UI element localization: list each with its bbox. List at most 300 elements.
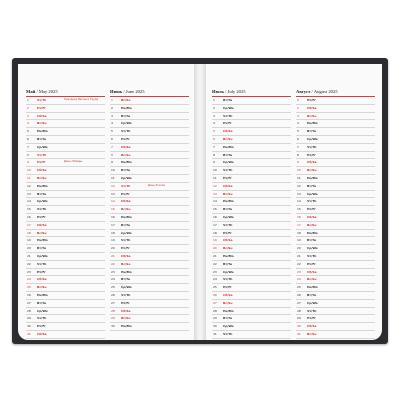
day-row (296, 237, 375, 245)
month-column-june (110, 88, 189, 331)
weekday-label: Вт/Tu (307, 183, 316, 188)
day-row (110, 261, 189, 269)
weekday-label: Вс/Su (121, 152, 131, 157)
day-row (296, 323, 375, 331)
weekday-label: Чт/Th (223, 168, 233, 173)
day-number: 5 (111, 129, 113, 134)
day-row (26, 253, 105, 261)
day-row (212, 120, 291, 128)
weekday-label: Пт/Fr (121, 246, 130, 251)
day-row (296, 308, 375, 316)
day-number: 10 (27, 168, 31, 173)
weekday-label: Вс/Su (37, 285, 47, 290)
day-number: 29 (27, 316, 31, 321)
weekday-label: Сб/Sa (307, 105, 317, 110)
day-number: 8 (27, 152, 29, 157)
weekday-label: Пт/Fr (223, 121, 232, 126)
day-number: 22 (213, 261, 217, 266)
weekday-label: Вс/Su (121, 207, 131, 212)
day-row (296, 144, 375, 152)
day-number: 17 (27, 222, 31, 227)
day-number: 24 (111, 277, 115, 282)
day-number: 28 (297, 308, 301, 313)
day-number: 2 (213, 105, 215, 110)
day-row (110, 198, 189, 206)
day-number: 11 (111, 175, 115, 180)
day-row (26, 284, 105, 292)
weekday-label: Вт/Tu (121, 168, 130, 173)
day-row (296, 292, 375, 300)
weekday-label: Вт/Tu (307, 292, 316, 297)
day-number: 15 (297, 207, 301, 212)
day-row (296, 245, 375, 253)
day-row (212, 230, 291, 238)
weekday-label: Пт/Fr (37, 105, 46, 110)
weekday-label: Вт/Tu (121, 222, 130, 227)
day-number: 22 (27, 261, 31, 266)
day-row (110, 315, 189, 323)
day-row (296, 113, 375, 121)
day-number: 25 (111, 285, 115, 290)
weekday-label: Вт/Tu (223, 207, 232, 212)
day-row (26, 206, 105, 214)
weekday-label: Пн/Mo (121, 160, 132, 165)
day-number: 18 (111, 230, 115, 235)
day-row (26, 144, 105, 152)
weekday-label: Пн/Mo (37, 238, 48, 243)
day-number: 15 (213, 207, 217, 212)
weekday-label: Сб/Sa (223, 183, 233, 188)
weekday-label: Ср/We (223, 160, 234, 165)
day-row (296, 269, 375, 277)
weekday-label: Чт/Th (307, 144, 317, 149)
day-number: 7 (297, 144, 299, 149)
day-row (212, 292, 291, 300)
month-header (110, 88, 189, 97)
month-subtitle: / July 2025 (225, 89, 246, 94)
day-row (296, 191, 375, 199)
day-number: 26 (213, 292, 217, 297)
weekday-label: Сб/Sa (37, 277, 47, 282)
weekday-label: Пт/Fr (307, 152, 316, 157)
day-row (212, 331, 291, 339)
month-header (212, 88, 291, 97)
day-number: 5 (213, 129, 215, 134)
weekday-label: Ср/We (121, 285, 132, 290)
holiday-note: Праздник Весны и Труда (64, 98, 99, 101)
day-row (212, 97, 291, 105)
weekday-label: Пт/Fr (223, 175, 232, 180)
day-row (296, 183, 375, 191)
weekday-label: Вт/Tu (307, 238, 316, 243)
day-list (110, 97, 189, 331)
weekday-label: Ср/We (223, 214, 234, 219)
weekday-label: Пт/Fr (307, 261, 316, 266)
day-number: 20 (297, 246, 301, 251)
day-row (296, 159, 375, 167)
month-subtitle: / August 2025 (311, 89, 338, 94)
day-row (26, 300, 105, 308)
day-number: 27 (27, 300, 31, 305)
day-row (212, 152, 291, 160)
day-number: 18 (27, 230, 31, 235)
day-row (212, 214, 291, 222)
weekday-label: Сб/Sa (37, 331, 47, 336)
day-row (296, 222, 375, 230)
day-number: 24 (27, 277, 31, 282)
day-number: 23 (213, 269, 217, 274)
weekday-label: Вс/Su (37, 175, 47, 180)
day-number: 26 (297, 292, 301, 297)
day-number: 8 (297, 152, 299, 157)
day-number: 27 (297, 300, 301, 305)
weekday-label: Пт/Fr (37, 160, 46, 165)
month-title: Август (296, 89, 311, 94)
day-row (26, 237, 105, 245)
weekday-label: Пн/Mo (223, 144, 234, 149)
day-number: 27 (213, 300, 217, 305)
day-number: 10 (297, 168, 301, 173)
month-column-july (212, 88, 291, 339)
day-row (26, 276, 105, 284)
day-row (26, 230, 105, 238)
day-number: 19 (111, 238, 115, 243)
day-row (26, 175, 105, 183)
weekday-label: Пт/Fr (223, 285, 232, 290)
weekday-label: Вт/Tu (37, 136, 46, 141)
day-row (26, 191, 105, 199)
weekday-label: Сб/Sa (37, 113, 47, 118)
day-row (110, 230, 189, 238)
weekday-label: Вс/Su (223, 191, 233, 196)
day-row (110, 144, 189, 152)
day-number: 12 (111, 183, 115, 188)
weekday-label: Пн/Mo (223, 253, 234, 258)
day-number: 9 (213, 160, 215, 165)
day-list (212, 97, 291, 339)
day-row (110, 206, 189, 214)
weekday-label: Ср/We (307, 191, 318, 196)
day-row (296, 152, 375, 160)
weekday-label: Чт/Th (37, 207, 47, 212)
weekday-label: Ср/We (223, 105, 234, 110)
weekday-label: Пн/Mo (37, 129, 48, 134)
day-row (296, 175, 375, 183)
day-number: 13 (297, 191, 301, 196)
day-number: 9 (27, 160, 29, 165)
day-number: 1 (297, 98, 299, 102)
day-row (296, 253, 375, 261)
weekday-label: Ср/We (307, 246, 318, 251)
day-number: 26 (27, 292, 31, 297)
day-number: 17 (213, 222, 217, 227)
day-number: 13 (111, 191, 115, 196)
day-number: 18 (297, 230, 301, 235)
day-row (212, 175, 291, 183)
day-number: 14 (27, 199, 31, 204)
weekday-label: Пт/Fr (37, 214, 46, 219)
weekday-label: Чт/Th (307, 199, 317, 204)
month-column-may (26, 88, 105, 339)
day-number: 12 (27, 183, 31, 188)
day-row (26, 113, 105, 121)
day-row (212, 253, 291, 261)
weekday-label: Ср/We (223, 269, 234, 274)
day-number: 1 (213, 98, 215, 102)
day-row (26, 292, 105, 300)
weekday-label: Пт/Fr (121, 136, 130, 141)
day-number: 30 (27, 324, 31, 329)
weekday-label: Ср/We (37, 144, 48, 149)
day-row (26, 214, 105, 222)
weekday-label: Ср/We (37, 253, 48, 258)
weekday-label: Пн/Mo (307, 230, 318, 235)
weekday-label: Чт/Th (37, 316, 47, 321)
weekday-label: Вс/Su (37, 121, 47, 126)
weekday-label: Сб/Sa (307, 160, 317, 165)
day-row (212, 198, 291, 206)
day-number: 28 (213, 308, 217, 313)
weekday-label: Пн/Mo (121, 324, 132, 329)
day-row (296, 331, 375, 339)
day-row (110, 120, 189, 128)
day-row (212, 191, 291, 199)
weekday-label: Ср/We (307, 136, 318, 141)
day-number: 4 (213, 121, 215, 126)
weekday-label: Вс/Su (307, 277, 317, 282)
weekday-label: Сб/Sa (307, 324, 317, 329)
weekday-label: Пн/Mo (121, 105, 132, 110)
day-row (296, 128, 375, 136)
day-row (212, 276, 291, 284)
day-row (212, 159, 291, 167)
day-number: 21 (27, 253, 31, 258)
weekday-label: Вс/Su (121, 316, 131, 321)
day-number: 20 (213, 246, 217, 251)
month-title: Июнь (110, 89, 123, 94)
weekday-label: Вт/Tu (223, 261, 232, 266)
day-number: 23 (27, 269, 31, 274)
day-number: 5 (27, 129, 29, 134)
weekday-label: Вс/Su (307, 168, 317, 173)
day-row (26, 315, 105, 323)
day-row (212, 128, 291, 136)
day-row (296, 206, 375, 214)
day-row (26, 261, 105, 269)
weekday-label: Сб/Sa (307, 269, 317, 274)
day-row (296, 300, 375, 308)
day-number: 2 (111, 105, 113, 110)
day-number: 25 (213, 285, 217, 290)
weekday-label: Вс/Su (121, 98, 131, 102)
weekday-label: Сб/Sa (37, 222, 47, 227)
day-number: 23 (111, 269, 115, 274)
day-row (110, 253, 189, 261)
month-subtitle: / May 2025 (36, 89, 58, 94)
day-number: 11 (297, 175, 301, 180)
weekday-label: Пт/Fr (307, 207, 316, 212)
weekday-label: Вт/Tu (307, 129, 316, 134)
day-number: 24 (213, 277, 217, 282)
month-subtitle: / June 2025 (123, 89, 145, 94)
day-row (26, 198, 105, 206)
day-row (110, 152, 189, 160)
weekday-label: Пн/Mo (37, 183, 48, 188)
weekday-label: Пн/Mo (121, 269, 132, 274)
holiday-note: День Победы (64, 160, 83, 164)
weekday-label: Сб/Sa (121, 308, 131, 313)
weekday-label: Пт/Fr (37, 324, 46, 329)
day-number: 16 (213, 214, 217, 219)
day-number: 17 (297, 222, 301, 227)
day-row (110, 113, 189, 121)
right-page (206, 64, 382, 340)
day-row (212, 300, 291, 308)
day-row (110, 269, 189, 277)
weekday-label: Сб/Sa (223, 129, 233, 134)
day-list (26, 97, 105, 339)
day-row (110, 191, 189, 199)
day-row (26, 245, 105, 253)
day-row (110, 128, 189, 136)
weekday-label: Сб/Sa (121, 253, 131, 258)
day-row (110, 308, 189, 316)
day-row (26, 222, 105, 230)
day-row (26, 183, 105, 191)
weekday-label: Вт/Tu (223, 98, 232, 102)
weekday-label: Вт/Tu (223, 152, 232, 157)
day-number: 26 (111, 292, 115, 297)
day-number: 4 (297, 121, 299, 126)
day-row (110, 136, 189, 144)
weekday-label: Чт/Th (121, 238, 131, 243)
weekday-label: Чт/Th (37, 152, 47, 157)
day-number: 18 (213, 230, 217, 235)
weekday-label: Вт/Tu (121, 113, 130, 118)
day-row (296, 230, 375, 238)
weekday-label: Ср/We (307, 300, 318, 305)
day-row (26, 308, 105, 316)
day-row (26, 167, 105, 175)
day-row (296, 284, 375, 292)
day-number: 7 (27, 144, 29, 149)
day-row (110, 159, 189, 167)
day-row (296, 276, 375, 284)
weekday-label: Чт/Th (223, 277, 233, 282)
day-row (212, 144, 291, 152)
day-row (110, 323, 189, 331)
day-number: 6 (297, 136, 299, 141)
day-number: 15 (111, 207, 115, 212)
day-row (110, 175, 189, 183)
day-row (110, 292, 189, 300)
day-row (26, 159, 105, 167)
day-row (212, 222, 291, 230)
weekday-label: Чт/Th (37, 98, 47, 102)
day-number: 9 (297, 160, 299, 165)
day-number: 29 (213, 316, 217, 321)
weekday-label: Вс/Su (223, 300, 233, 305)
weekday-label: Пт/Fr (307, 98, 316, 102)
weekday-label: Чт/Th (223, 113, 233, 118)
day-row (296, 105, 375, 113)
day-number: 31 (213, 331, 217, 336)
day-row (26, 120, 105, 128)
day-number: 21 (111, 253, 115, 258)
day-row (110, 245, 189, 253)
weekday-label: Пт/Fr (37, 269, 46, 274)
day-number: 3 (111, 113, 113, 118)
day-number: 31 (297, 331, 301, 336)
day-row (212, 261, 291, 269)
day-number: 20 (27, 246, 31, 251)
weekday-label: Пн/Mo (37, 292, 48, 297)
day-row (212, 284, 291, 292)
day-number: 17 (111, 222, 115, 227)
day-row (212, 323, 291, 331)
day-list (296, 97, 375, 339)
month-header (296, 88, 375, 97)
day-number: 11 (27, 175, 31, 180)
day-number: 4 (27, 121, 29, 126)
day-row (212, 315, 291, 323)
day-row (212, 167, 291, 175)
day-row (110, 97, 189, 105)
weekday-label: Вт/Tu (37, 191, 46, 196)
day-number: 16 (111, 214, 115, 219)
day-number: 4 (111, 121, 113, 126)
day-number: 16 (297, 214, 301, 219)
day-number: 3 (297, 113, 299, 118)
weekday-label: Пн/Mo (307, 175, 318, 180)
weekday-label: Вт/Tu (121, 277, 130, 282)
weekday-label: Вт/Tu (37, 300, 46, 305)
day-row (110, 237, 189, 245)
day-number: 25 (297, 285, 301, 290)
day-row (296, 136, 375, 144)
day-number: 22 (297, 261, 301, 266)
weekday-label: Пн/Mo (223, 199, 234, 204)
day-number: 14 (297, 199, 301, 204)
day-number: 20 (111, 246, 115, 251)
day-number: 2 (297, 105, 299, 110)
day-number: 5 (297, 129, 299, 134)
day-number: 24 (297, 277, 301, 282)
weekday-label: Пт/Fr (121, 191, 130, 196)
weekday-label: Сб/Sa (121, 199, 131, 204)
day-row (26, 152, 105, 160)
day-row (26, 97, 105, 105)
day-number: 10 (213, 168, 217, 173)
weekday-label: Сб/Sa (37, 168, 47, 173)
day-number: 14 (111, 199, 115, 204)
weekday-label: Сб/Sa (223, 238, 233, 243)
day-row (212, 237, 291, 245)
day-row (296, 198, 375, 206)
day-row (212, 206, 291, 214)
weekday-label: Ср/We (121, 121, 132, 126)
day-row (212, 105, 291, 113)
weekday-label: Чт/Th (121, 183, 131, 188)
day-number: 13 (27, 191, 31, 196)
day-row (212, 136, 291, 144)
day-row (212, 183, 291, 191)
weekday-label: Пн/Mo (223, 308, 234, 313)
day-row (296, 97, 375, 105)
day-number: 30 (297, 324, 301, 329)
month-title: Июль (212, 89, 224, 94)
weekday-label: Вт/Tu (223, 316, 232, 321)
